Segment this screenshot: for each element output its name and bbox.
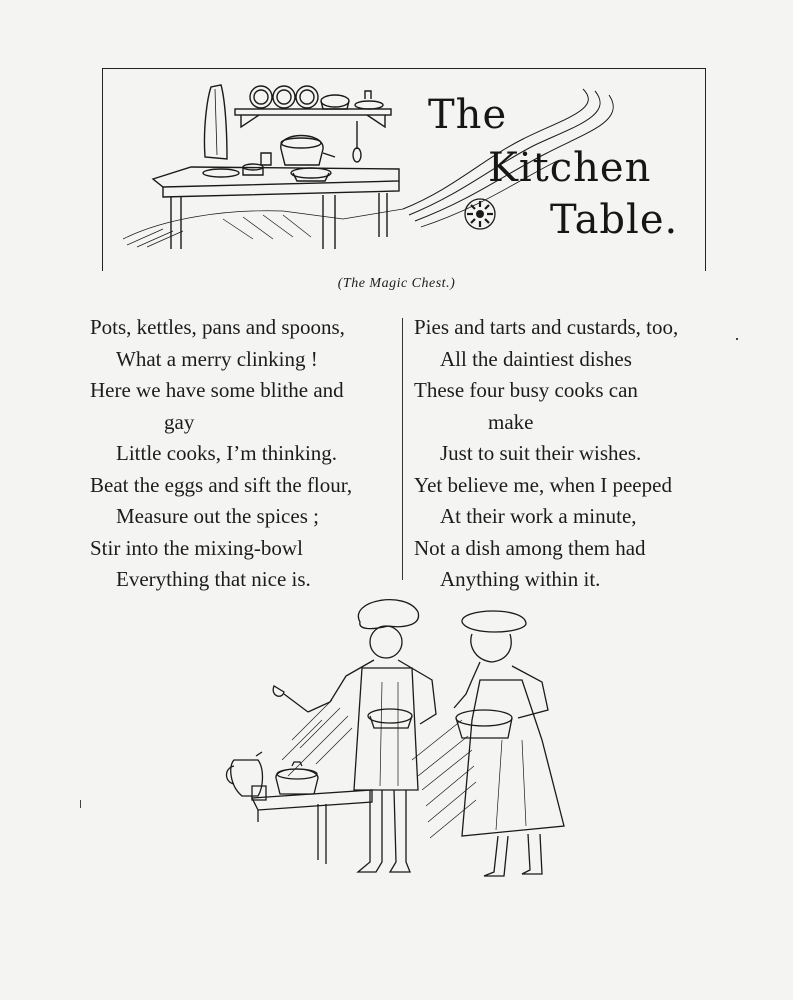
page-speck [80,800,81,808]
poem-line: Anything within it. [440,567,601,591]
poem-line: Everything that nice is. [116,567,311,591]
poem-line: Yet believe me, when I peeped [414,472,672,497]
poem-line: Measure out the spices ; [116,504,319,528]
poem-line: At their work a minute, [440,504,637,528]
rosette-ornament-icon [462,196,498,232]
poem-right-column [414,312,722,596]
column-divider [402,318,403,580]
poem-line: All the daintiest dishes [440,346,632,371]
poem-line: Pies and tarts and custards, too, [414,315,679,339]
poem-line: Just to suit their wishes. [440,441,642,465]
poem-line-text: Pots, kettles, pans and spoons, [90,315,345,339]
poem-line: Stir into the mixing-bowl [90,535,303,560]
title-line-3: Table. [550,197,679,243]
title-line-1: The [428,92,508,138]
poem-line: gay [164,409,195,434]
poem-line: Here we have some blithe and [90,378,344,402]
poem-line [90,312,398,344]
poem-line: Little cooks, I’m thinking. [116,441,338,465]
page-speck [736,338,738,340]
poem-line: make [488,409,534,434]
poem-line: Not a dish among them had [414,535,646,560]
two-children-cooks-illustration [222,590,592,885]
title-line-2: Kitchen [488,145,652,191]
poem-line: Beat the eggs and sift the flour, [90,472,353,497]
poem-line: These four busy cooks can [414,378,638,402]
poem-left-column [90,312,398,596]
poem-line: What a merry clinking ! [116,346,318,371]
caption: (The Magic Chest.) [337,276,456,291]
